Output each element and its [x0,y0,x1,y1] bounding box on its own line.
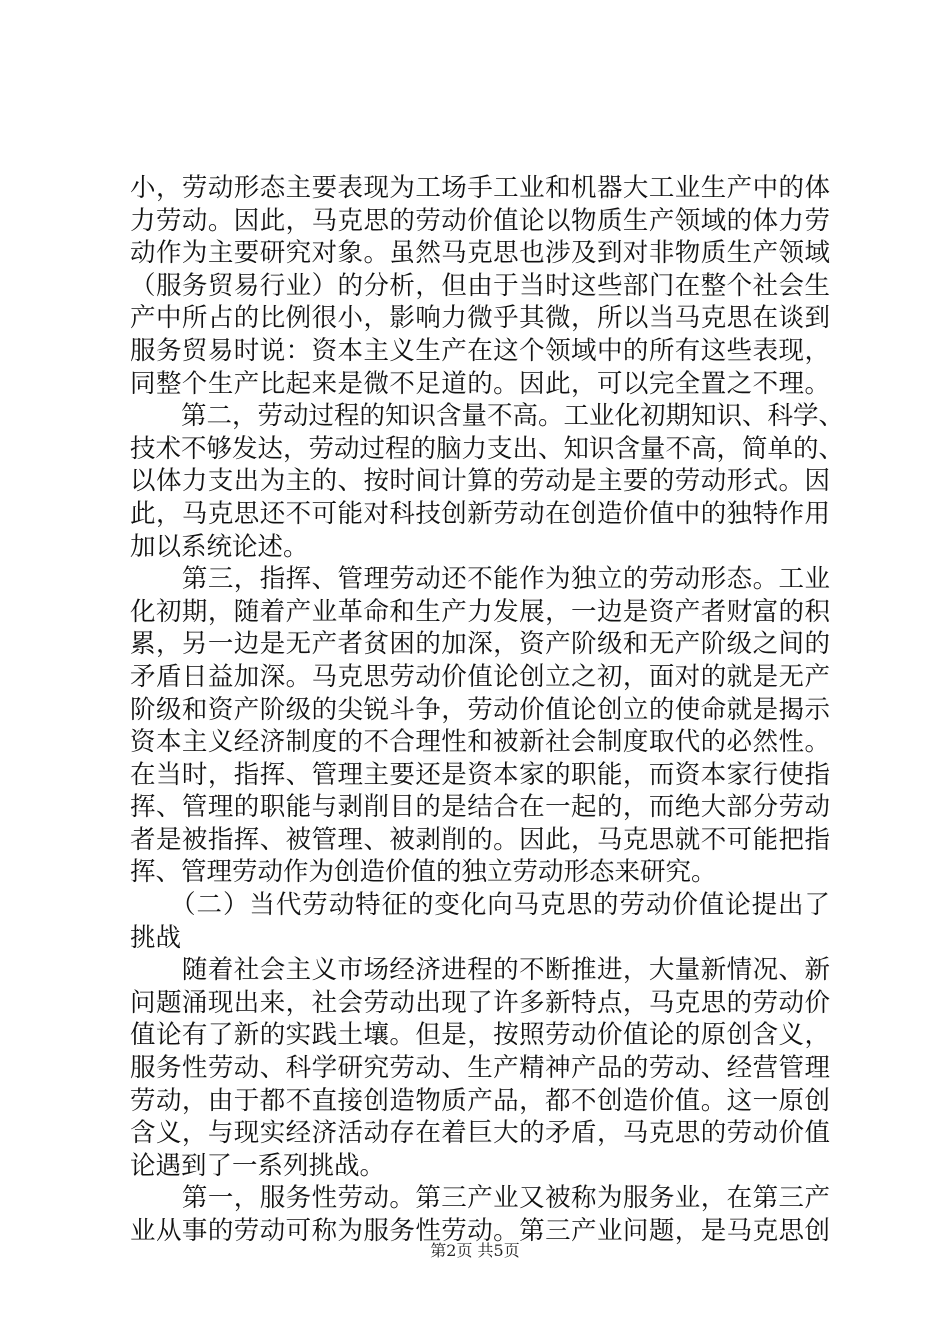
text-line: 资本主义经济制度的不合理性和被新社会制度取代的必然性。 [130,727,830,758]
text-line: 业从事的劳动可称为服务性劳动。第三产业问题，是马克思创 [130,1216,830,1246]
text-line: 以体力支出为主的、按时间计算的劳动是主要的劳动形式。因 [130,466,830,497]
text-line: 问题涌现出来，社会劳动出现了许多新特点，马克思的劳动价 [130,987,830,1018]
text-line: 服务贸易时说：资本主义生产在这个领域中的所有这些表现， [130,335,830,366]
text-line: 动作为主要研究对象。虽然马克思也涉及到对非物质生产领域 [130,238,830,269]
text-line: 此，马克思还不可能对科技创新劳动在创造价值中的独特作用 [130,498,830,529]
text-line: 在当时，指挥、管理主要还是资本家的职能，而资本家行使指 [130,759,830,790]
text-line: 力劳动。因此，马克思的劳动价值论以物质生产领域的体力劳 [130,205,830,236]
text-line: 服务性劳动、科学研究劳动、生产精神产品的劳动、经营管理 [130,1053,830,1084]
text-line: 第一，服务性劳动。第三产业又被称为服务业，在第三产 [130,1183,830,1214]
page-footer: 第2页 共5页 [430,1241,520,1260]
text-line: 挥、管理劳动作为创造价值的独立劳动形态来研究。 [130,857,717,888]
text-line: 同整个生产比起来是微不足道的。因此，可以完全置之不理。 [130,368,830,399]
text-line: 挥、管理的职能与剥削目的是结合在一起的，而绝大部分劳动 [130,792,830,823]
text-line: 挑战 [130,922,182,953]
text-line: 随着社会主义市场经济进程的不断推进，大量新情况、新 [130,955,830,986]
text-line: （二）当代劳动特征的变化向马克思的劳动价值论提出了 [130,890,830,921]
text-line: 含义，与现实经济活动存在着巨大的矛盾，马克思的劳动价值 [130,1118,830,1149]
body-text [130,172,845,1248]
text-line: 小，劳动形态主要表现为工场手工业和机器大工业生产中的体 [130,173,830,203]
text-line: 第二，劳动过程的知识含量不高。工业化初期知识、科学、 [130,401,845,432]
text-line: 矛盾日益加深。马克思劳动价值论创立之初，面对的就是无产 [130,661,830,692]
text-line: 化初期，随着产业革命和生产力发展，一边是资产者财富的积 [130,596,830,627]
text-line: 论遇到了一系列挑战。 [130,1150,386,1181]
text-line: 加以系统论述。 [130,531,309,562]
text-line: （服务贸易行业）的分析，但由于当时这些部门在整个社会生 [130,270,830,301]
text-line: 技术不够发达，劳动过程的脑力支出、知识含量不高，简单的、 [130,433,845,464]
text-line: 者是被指挥、被管理、被剥削的。因此，马克思就不可能把指 [130,824,830,855]
text-line: 第三，指挥、管理劳动还不能作为独立的劳动形态。工业 [130,564,830,595]
text-line: 累，另一边是无产者贫困的加深，资产阶级和无产阶级之间的 [130,629,830,660]
text-line: 阶级和资产阶级的尖锐斗争，劳动价值论创立的使命就是揭示 [130,694,830,725]
text-line: 产中所占的比例很小，影响力微乎其微，所以当马克思在谈到 [130,303,830,334]
text-line: 值论有了新的实践土壤。但是，按照劳动价值论的原创含义， [130,1020,830,1051]
text-line: 劳动，由于都不直接创造物质产品，都不创造价值。这一原创 [130,1085,830,1116]
